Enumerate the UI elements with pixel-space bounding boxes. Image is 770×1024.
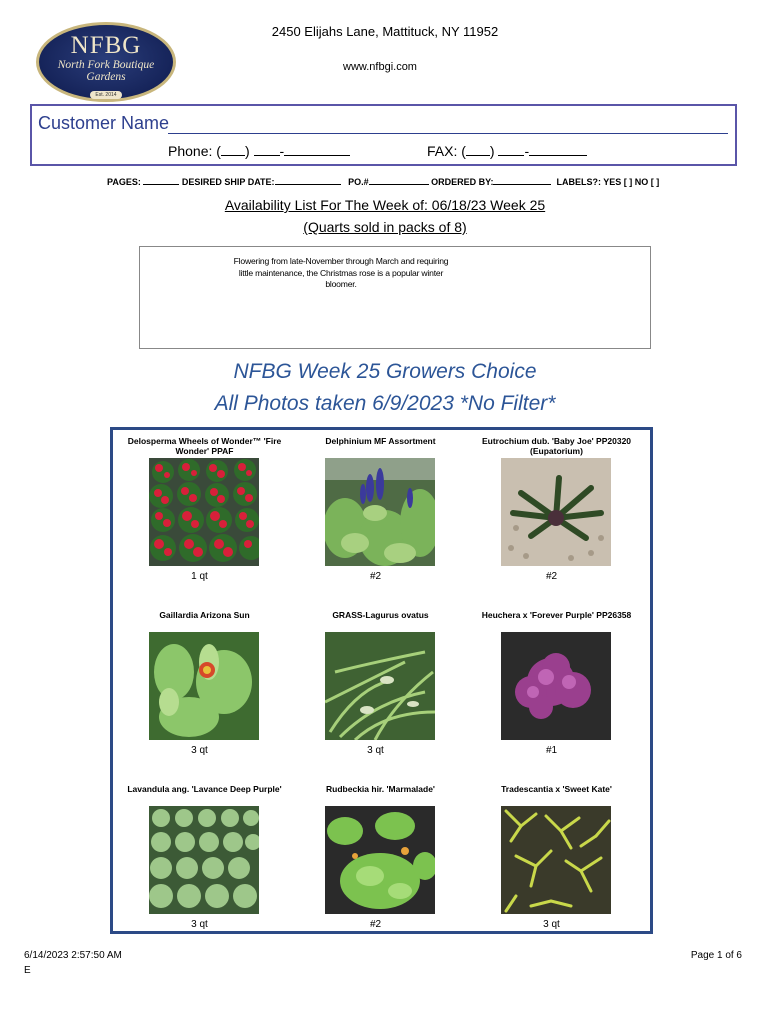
phone-area-blank[interactable]	[221, 143, 245, 156]
gaillardia-photo	[149, 632, 259, 740]
website-link[interactable]: www.nfbgi.com	[343, 61, 417, 73]
blue-spike-photo	[325, 458, 435, 566]
fax-mid: )	[489, 143, 499, 159]
logo-est: Est. 2014	[90, 91, 121, 99]
plant-name: Rudbeckia hir. 'Marmalade'	[326, 784, 435, 794]
fax-area-blank[interactable]	[466, 143, 490, 156]
plant-qty: 3 qt	[543, 919, 560, 930]
customer-name-label: Customer Name	[38, 113, 170, 133]
fax-prefix-blank[interactable]	[498, 143, 524, 156]
rudbeckia-photo	[325, 806, 435, 914]
pages-label: PAGES:	[107, 177, 141, 187]
order-info-line	[107, 176, 659, 187]
plant-card	[469, 432, 644, 600]
phone-label: Phone: (	[168, 143, 221, 159]
plant-name: GRASS-Lagurus ovatus	[332, 610, 429, 620]
phone-mid: )	[244, 143, 254, 159]
phone-prefix-blank[interactable]	[254, 143, 280, 156]
plant-card	[117, 780, 292, 948]
quarts-note: (Quarts sold in packs of 8)	[303, 219, 467, 235]
po-blank[interactable]	[369, 176, 429, 185]
phone-dash: -	[279, 143, 285, 159]
logo-name: NFBG	[70, 32, 142, 59]
plant-card	[293, 432, 468, 600]
ship-date-blank[interactable]	[275, 176, 341, 185]
plant-qty: #1	[545, 745, 558, 756]
grass-photo	[325, 632, 435, 740]
footer-datetime: 6/14/2023 2:57:50 AM	[24, 950, 122, 961]
plant-card	[293, 606, 468, 774]
plant-qty: #2	[369, 571, 382, 582]
plant-card	[469, 606, 644, 774]
ordered-by-label: ORDERED BY:	[431, 177, 494, 187]
fax-dash: -	[524, 143, 530, 159]
plant-card	[469, 780, 644, 948]
customer-name-field[interactable]	[168, 133, 728, 134]
address: 2450 Elijahs Lane, Mattituck, NY 11952	[271, 24, 499, 39]
ordered-by-blank[interactable]	[493, 176, 551, 185]
labels-label: LABELS?: YES [ ] NO [ ]	[556, 177, 660, 187]
po-label: PO.#	[348, 177, 369, 187]
plant-qty: 3 qt	[191, 745, 208, 756]
page-number: Page 1 of 6	[690, 950, 742, 961]
red-flowers-photo	[149, 458, 259, 566]
pages-blank[interactable]	[143, 176, 179, 185]
photos-subtitle: All Photos taken 6/9/2023 *No Filter*	[214, 392, 556, 415]
plant-card	[117, 606, 292, 774]
plant-name: Tradescantia x 'Sweet Kate'	[501, 784, 612, 794]
plant-qty: 3 qt	[191, 919, 208, 930]
description-text: Flowering from late-November through March and requiring little maintenance, the Christmas rose is a popular winter bloomer.	[233, 256, 449, 289]
growers-choice-title: NFBG Week 25 Growers Choice	[233, 360, 537, 383]
plant-card	[117, 432, 292, 600]
plant-qty: #2	[369, 919, 382, 930]
phone-field[interactable]	[168, 143, 350, 159]
fax-label: FAX: (	[427, 143, 466, 159]
availability-heading: Availability List For The Week of: 06/18/23 Week 25	[224, 197, 546, 213]
phone-number-blank[interactable]	[284, 143, 350, 156]
logo-line1: North Fork Boutique	[57, 59, 155, 71]
fax-number-blank[interactable]	[529, 143, 587, 156]
plant-photo-grid	[110, 427, 653, 934]
plant-name: Heuchera x 'Forever Purple' PP26358	[481, 610, 632, 620]
plant-name: Delosperma Wheels of Wonder™ 'Fire Wonder' PPAF	[127, 436, 282, 456]
lavender-photo	[149, 806, 259, 914]
footer-code: E	[24, 965, 31, 976]
fax-field[interactable]	[427, 143, 587, 159]
plant-name: Delphinium MF Assortment	[325, 436, 436, 446]
ship-date-label: DESIRED SHIP DATE:	[181, 177, 275, 187]
plant-qty: 1 qt	[191, 571, 208, 582]
plant-qty: 3 qt	[367, 745, 384, 756]
plant-card	[293, 780, 468, 948]
plant-name: Lavandula ang. 'Lavance Deep Purple'	[127, 784, 282, 794]
purple-foliage-photo	[501, 632, 611, 740]
plant-name: Eutrochium dub. 'Baby Joe' PP20320 (Eupatorium)	[481, 436, 632, 456]
golden-foliage-photo	[501, 806, 611, 914]
dark-leaf-gravel-photo	[501, 458, 611, 566]
logo-line2: Gardens	[86, 71, 126, 83]
plant-name: Gaillardia Arizona Sun	[159, 610, 250, 620]
plant-qty: #2	[545, 571, 558, 582]
